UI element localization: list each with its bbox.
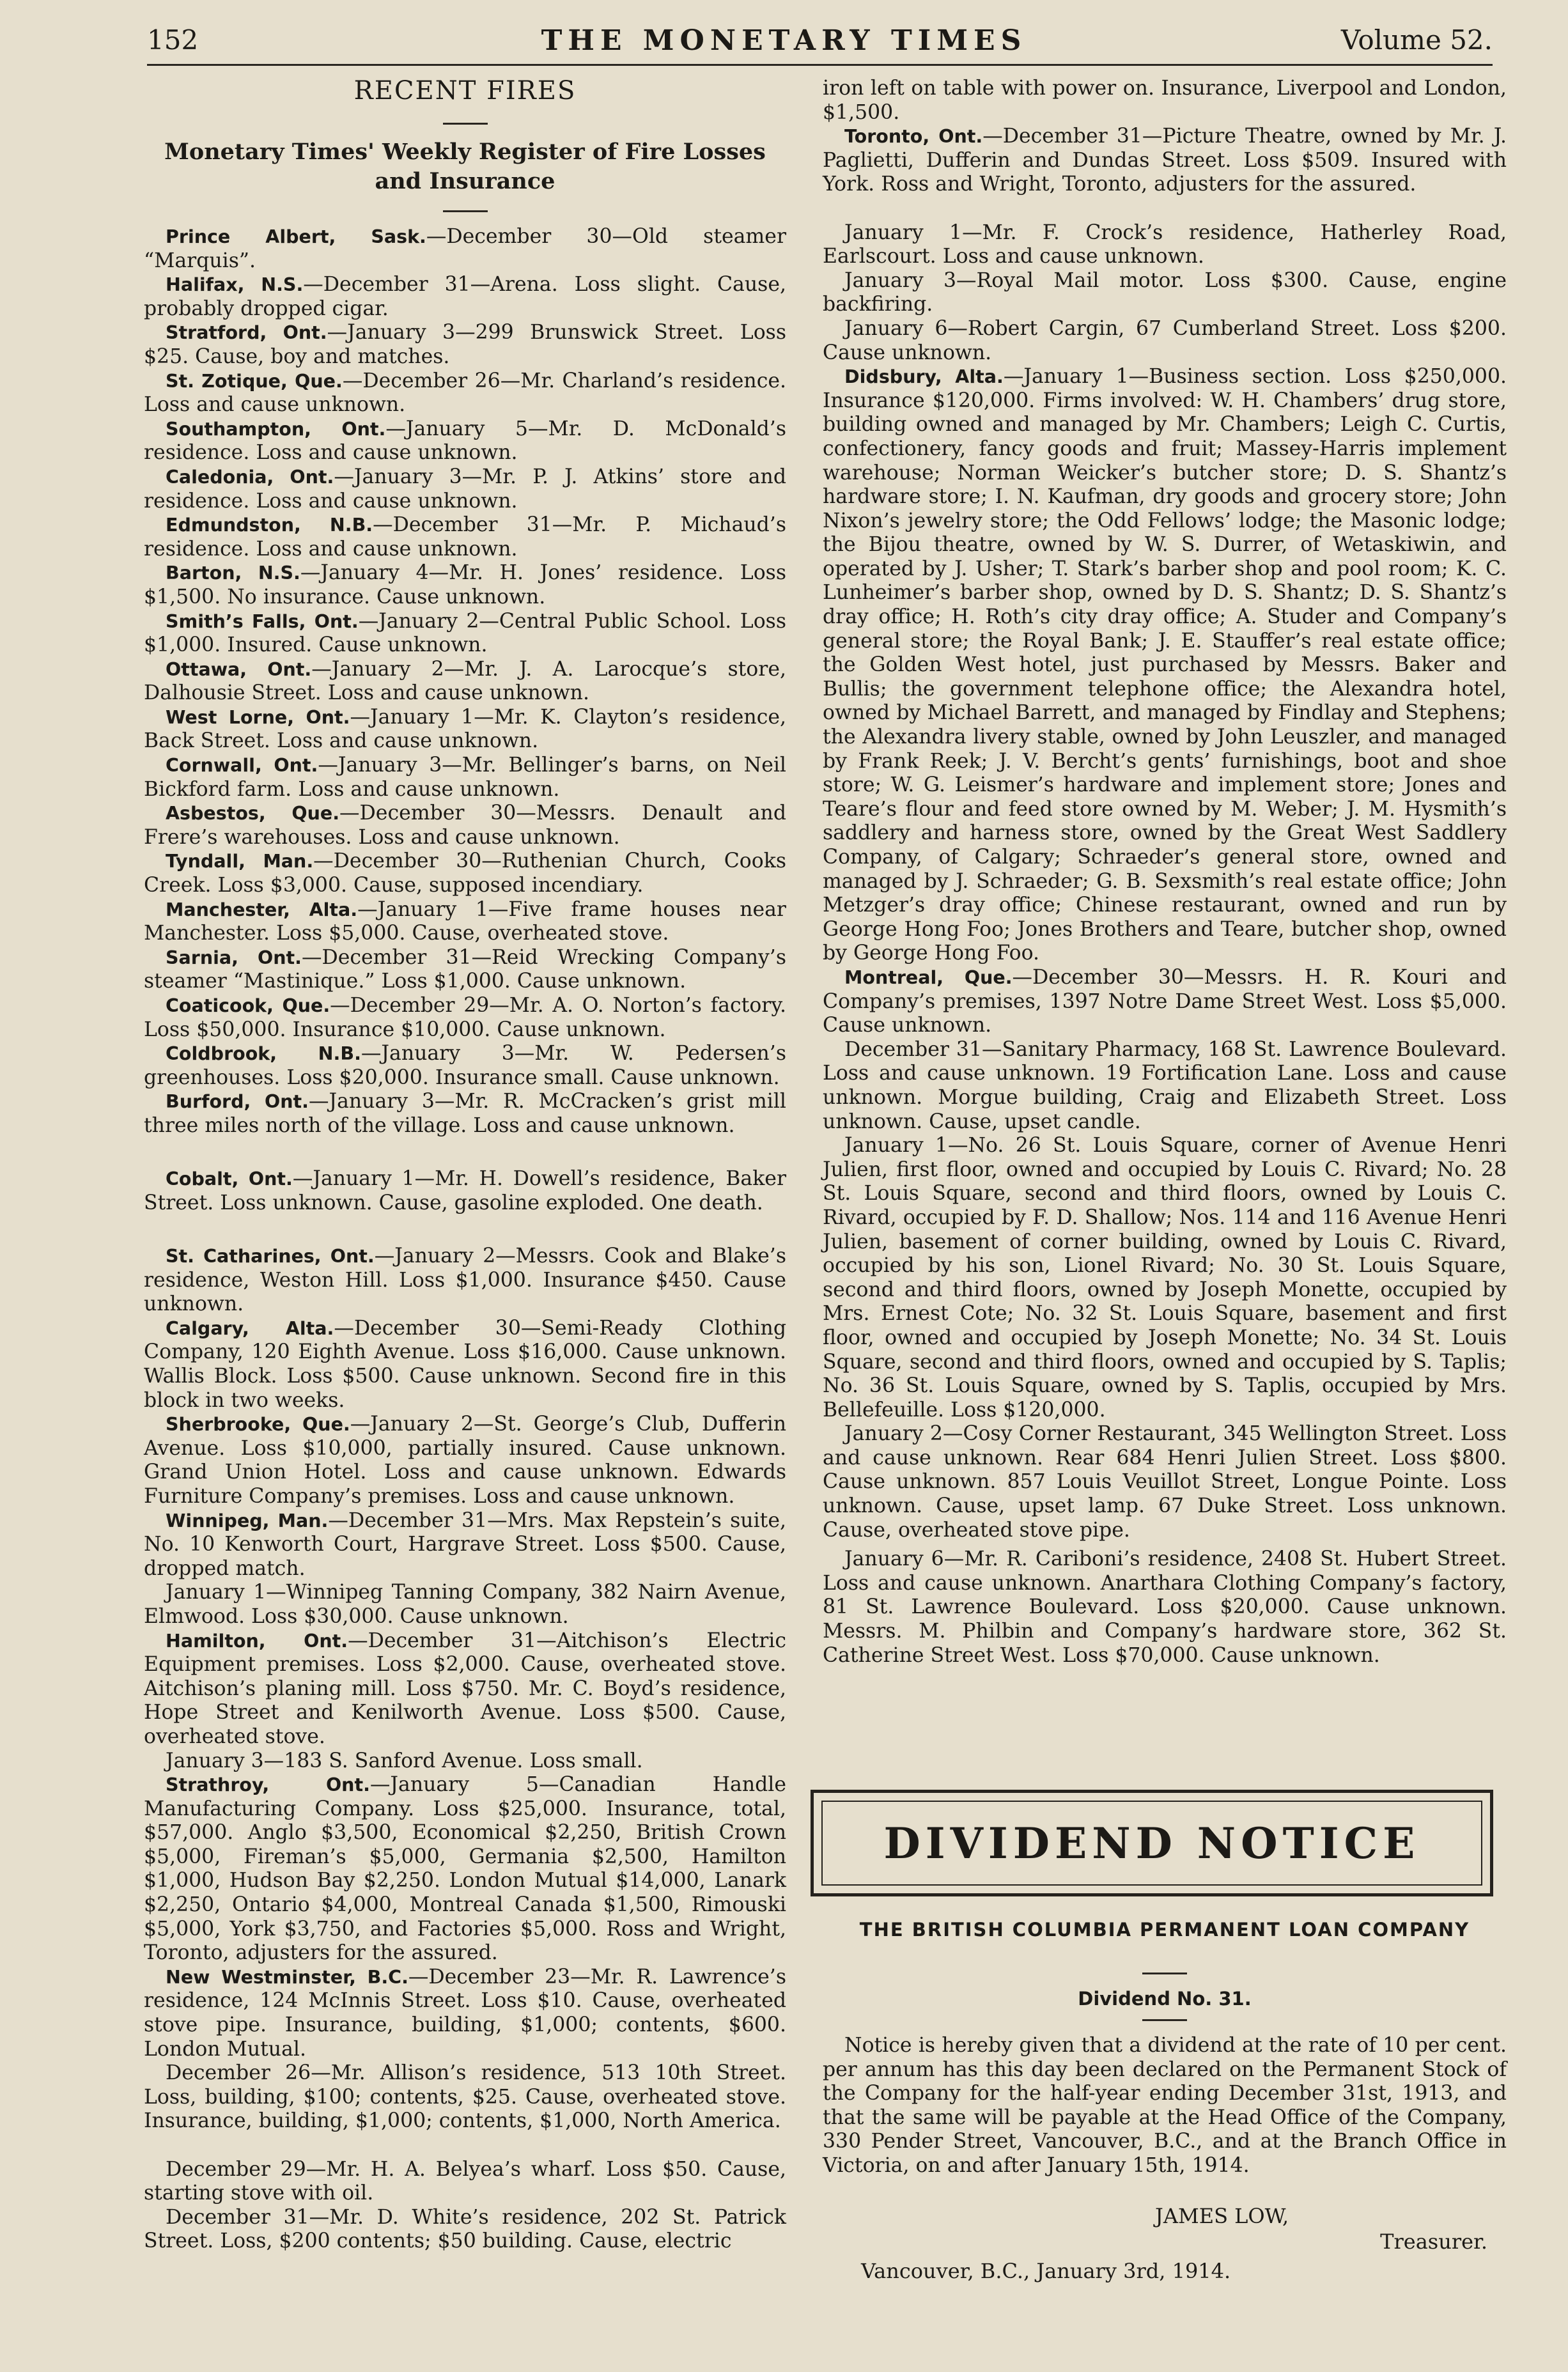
header-rule (147, 64, 1493, 66)
fire-entry: December 31—Mr. D. White’s residence, 202 St. Patrick Street. Loss, $200 contents; $50 building. Cause, electric (144, 2205, 786, 2253)
fire-entry: Cobalt, Ont.—January 1—Mr. H. Dowell’s residence, Baker Street. Loss unknown. Cause, gasoline exploded. One death. (144, 1167, 786, 1214)
fire-entry: Toronto, Ont.—December 31—Picture Theatre, owned by Mr. J. Paglietti, Dufferin and Dundas Street. Loss $509. Insured with York. Ross and Wright, Toronto, adjusters for the assured. (823, 125, 1507, 196)
volume-label: Volume 52. (1340, 24, 1493, 56)
fire-entry: January 3—183 S. Sanford Avenue. Loss small. (166, 1749, 643, 1772)
fire-entry: Manchester, Alta.—January 1—Five frame houses near Manchester. Loss $5,000. Cause, overheated stove. (144, 897, 786, 945)
right-column (823, 77, 1507, 1668)
fire-entry: Cornwall, Ont.—January 3—Mr. Bellinger’s barns, on Neil Bickford farm. Loss and cause unknown. (144, 754, 786, 801)
fire-entry: Southampton, Ont.—January 5—Mr. D. McDonald’s residence. Loss and cause unknown. (144, 417, 786, 465)
fire-entry: January 1—Winnipeg Tanning Company, 382 Nairn Avenue, Elmwood. Loss $30,000. Cause unknown. (144, 1581, 786, 1628)
fire-entry: Montreal, Que.—December 30—Messrs. H. R. Kouri and Company’s premises, 1397 Notre Dame Street West. Loss $5,000. Cause unknown. (823, 965, 1507, 1037)
fire-entry: December 31—Sanitary Pharmacy, 168 St. Lawrence Boulevard. Loss and cause unknown. 19 Fortification Lane. Loss and cause unknown. Morgue building, Craig and Elizabeth Street. Loss unknown. Cause, upset candle. (823, 1037, 1507, 1133)
fire-entry: January 1—Mr. F. Crock’s residence, Hatherley Road, Earlscourt. Loss and cause unknown. (823, 221, 1507, 268)
company-rule (1142, 1973, 1187, 1974)
fire-entry: Coaticook, Que.—December 29—Mr. A. O. Norton’s factory. Loss $50,000. Insurance $10,000. Cause unknown. (144, 994, 786, 1041)
fire-entry: Caledonia, Ont.—January 3—Mr. P. J. Atkins’ store and residence. Loss and cause unknown. (144, 465, 786, 513)
fire-entry: Asbestos, Que.—December 30—Messrs. Denault and Frere’s warehouses. Loss and cause unknown. (144, 802, 786, 849)
fire-entry: January 3—Royal Mail motor. Loss $300. Cause, engine backfiring. (823, 268, 1507, 316)
dividend-notice (823, 1918, 1507, 2284)
fire-entry: Prince Albert, Sask.—December 30—Old steamer “Marquis”. (144, 225, 787, 272)
fire-entry: Ottawa, Ont.—January 2—Mr. J. A. Larocque’s store, Dalhousie Street. Loss and cause unknown. (144, 657, 786, 705)
fire-entry: Calgary, Alta.—December 30—Semi-Ready Clothing Company, 120 Eighth Avenue. Loss $16,000. Cause unknown. Wallis Block. Loss $500. Cause unknown. Second fire in this block in two weeks. (144, 1316, 787, 1412)
fire-entry: December 29—Mr. H. A. Belyea’s wharf. Loss $50. Cause, starting stove with oil. (144, 2157, 786, 2205)
dividend-body: Notice is hereby given that a dividend at the rate of 10 per cent. per annum has this day been declared on the Permanent Stock of the Company for the half-year ending December 31st, 1913, and that the same will be payable at the Head Office of the Company, 330 Pender Street, Vancouver, B.C., and at the Branch Office in Victoria, on and after January 15th, 1914. (823, 2034, 1507, 2177)
section-subtitle: Monetary Times' Weekly Register of Fire Losses and Insurance (164, 139, 766, 194)
fire-entry: Tyndall, Man.—December 30—Ruthenian Church, Cooks Creek. Loss $3,000. Cause, supposed incendiary. (144, 849, 786, 897)
dateline: Vancouver, B.C., January 3rd, 1914. (861, 2259, 1231, 2284)
publication-title: THE MONETARY TIMES (541, 24, 1027, 57)
fire-entry: St. Zotique, Que.—December 26—Mr. Charland’s residence. Loss and cause unknown. (144, 369, 786, 417)
subtitle-rule (443, 210, 488, 212)
dividend-rule (1142, 2019, 1187, 2021)
fire-entry: St. Catharines, Ont.—January 2—Messrs. Cook and Blake’s residence, Weston Hill. Loss $1,000. Insurance $450. Cause unknown. (144, 1244, 786, 1316)
fire-entry: Smith’s Falls, Ont.—January 2—Central Public School. Loss $1,000. Insured. Cause unknown. (144, 609, 786, 657)
fire-entry: January 6—Mr. R. Cariboni’s residence, 2408 St. Hubert Street. Loss and cause unknown. Anarthara Clothing Company’s factory, 81 St. Lawrence Boulevard. Loss $20,000. Cause unknown. Messrs. M. Philbin and Company’s hardware store, 362 St. Catherine Street West. Loss $70,000. Cause unknown. (823, 1547, 1507, 1667)
fire-entry: Sherbrooke, Que.—January 2—St. George’s Club, Dufferin Avenue. Loss $10,000, partially insured. Cause unknown. Grand Union Hotel. Loss and cause unknown. Edwards Furniture Company’s premises. Loss and cause unknown. (144, 1413, 786, 1508)
fire-entry: Coldbrook, N.B.—January 3—Mr. W. Pedersen’s greenhouses. Loss $20,000. Insurance small. Cause unknown. (144, 1042, 786, 1089)
fire-entry: January 6—Robert Cargin, 67 Cumberland Street. Loss $200. Cause unknown. (823, 316, 1507, 364)
dividend-number: Dividend No. 31. (1078, 1988, 1252, 2010)
fire-entry: Stratford, Ont.—January 3—299 Brunswick Street. Loss $25. Cause, boy and matches. (144, 321, 786, 368)
fire-entry: iron left on table with power on. Insurance, Liverpool and London, $1,500. (823, 77, 1507, 124)
dividend-notice-box (811, 1790, 1493, 1896)
fire-entry: Burford, Ont.—January 3—Mr. R. McCracken’s grist mill three miles north of the village. Loss and cause unknown. (144, 1090, 786, 1137)
company-name: THE BRITISH COLUMBIA PERMANENT LOAN COMPANY (859, 1919, 1470, 1941)
fire-entry: Sarnia, Ont.—December 31—Reid Wrecking Company’s steamer “Mastinique.” Loss $1,000. Cause unknown. (144, 945, 786, 993)
fire-entry: Halifax, N.S.—December 31—Arena. Loss slight. Cause, probably dropped cigar. (144, 273, 786, 320)
fire-entry: Winnipeg, Man.—December 31—Mrs. Max Repstein’s suite, No. 10 Kenworth Court, Hargrave Street. Loss $500. Cause, dropped match. (144, 1508, 786, 1580)
fire-entry: Edmundston, N.B.—December 31—Mr. P. Michaud’s residence. Loss and cause unknown. (144, 513, 786, 561)
fire-entry: Barton, N.S.—January 4—Mr. H. Jones’ residence. Loss $1,500. No insurance. Cause unknown. (144, 561, 786, 609)
fire-entry: January 1—No. 26 St. Louis Square, corner of Avenue Henri Julien, first floor, owned and occupied by Louis C. Rivard; No. 28 St. Louis Square, second and third floors, owned by Louis C. Rivard, occupied by F. D. Shallow; Nos. 114 and 116 Avenue Henri Julien, basement of corner building, owned by Louis C. Rivard, occupied by his son, Lionel Rivard; No. 30 St. Louis Square, second and third floors, owned by Joseph Monette, occupied by Mrs. Ernest Cote; No. 32 St. Louis Square, basement and first floor, owned and occupied by Joseph Monette; No. 34 St. Louis Square, second and third floors, owned and occupied by S. Taplis; No. 36 St. Louis Square, owned by S. Taplis, occupied by Mrs. Bellefeuille. Loss $120,000. (823, 1134, 1507, 1422)
fire-entry: January 2—Cosy Corner Restaurant, 345 Wellington Street. Loss and cause unknown. Rear 684 Henri Julien Street. Loss $800. Cause unknown. 857 Louis Veuillot Street, Longue Pointe. Loss unknown. Cause, upset lamp. 67 Duke Street. Loss unknown. Cause, overheated stove pipe. (823, 1422, 1507, 1542)
fire-entry: Didsbury, Alta.—January 1—Business section. Loss $250,000. Insurance $120,000. Firms involved: W. H. Chambers’ drug store, building owned and managed by Mr. Chambers; Leigh C. Curtis, confectionery, fancy goods and fruit; Massey-Harris implement warehouse; Norman Weicker’s butcher store; D. S. Shantz’s hardware store; I. N. Kaufman, dry goods and grocery store; John Nixon’s jewelry store; the Odd Fellows’ lodge; the Masonic lodge; the Bijou theatre, owned by W. S. Durrer, of Wetaskiwin, and operated by J. Usher; T. Stark’s barber shop and pool room; K. C. Lunheimer’s barber shop, owned by D. S. Shantz; D. S. Shantz’s dray office; H. Roth’s city dray office; A. Studer and Company’s general store; the Royal Bank; J. E. Stauffer’s real estate office; the Golden West hotel, just purchased by Messrs. Baker and Bullis; the government telephone office; the Alexandra hotel, owned by Michael Barrett, and managed by Findlay and Stephens; the Alexandra livery stable, owned by John Leuszler, and managed by Frank Reek; J. V. Bercht’s gents’ furnishings, boot and shoe store; W. G. Leismer’s hardware and implement store; Jones and Teare’s flour and feed store owned by M. Weber; J. M. Hysmith’s saddlery and harness store, owned by the Great West Saddlery Company, of Calgary; Schraeder’s general store, owned and managed by J. Schraeder; G. B. Sexsmith’s real estate office; John Metzger’s dray office; Chinese restaurant, owned and run by George Hong Foo; Jones Brothers and Teare, butcher shop, owned by George Hong Foo. (823, 365, 1507, 965)
fire-entry: Strathroy, Ont.—January 5—Canadian Handle Manufacturing Company. Loss $25,000. Insurance, total, $57,000. Anglo $3,500, Economical $2,250, British Crown $5,000, Fireman’s $5,000, Germania $2,500, Hamilton $1,000, Hudson Bay $2,250. London Mutual $14,000, Lanark $2,250, Ontario $4,000, Montreal Canada $1,500, Rimouski $5,000, York $3,750, and Factories $5,000. Ross and Wright, Toronto, adjusters for the assured. (144, 1773, 786, 1965)
signer-name: JAMES LOW, (1155, 2204, 1289, 2229)
title-rule (443, 123, 488, 125)
fire-entry: West Lorne, Ont.—January 1—Mr. K. Clayton’s residence, Back Street. Loss and cause unknown. (144, 705, 786, 753)
left-column (144, 77, 786, 2254)
signer-title: Treasurer. (1380, 2229, 1487, 2254)
fire-entry: December 26—Mr. Allison’s residence, 513 10th Street. Loss, building, $100; contents, $25. Cause, overheated stove. Insurance, building, $1,000; contents, $1,000, North America. (144, 2061, 786, 2133)
section-title: RECENT FIRES (353, 76, 577, 105)
page-number: 152 (147, 24, 199, 56)
fire-entry: New Westminster, B.C.—December 23—Mr. R. Lawrence’s residence, 124 McInnis Street. Loss $10. Cause, overheated stove pipe. Insurance, building, $1,000; contents, $600. London Mutual. (144, 1965, 786, 2061)
page-header (0, 24, 1568, 63)
dividend-notice-inner-border (821, 1801, 1482, 1886)
fire-entry: Hamilton, Ont.—December 31—Aitchison’s Electric Equipment premises. Loss $2,000. Cause, overheated stove. Aitchison’s planing mill. Loss $750. Mr. C. Boyd’s residence, Hope Street and Kenilworth Avenue. Loss $500. Cause, overheated stove. (144, 1629, 787, 1748)
dividend-notice-title: DIVIDEND NOTICE (883, 1818, 1420, 1868)
